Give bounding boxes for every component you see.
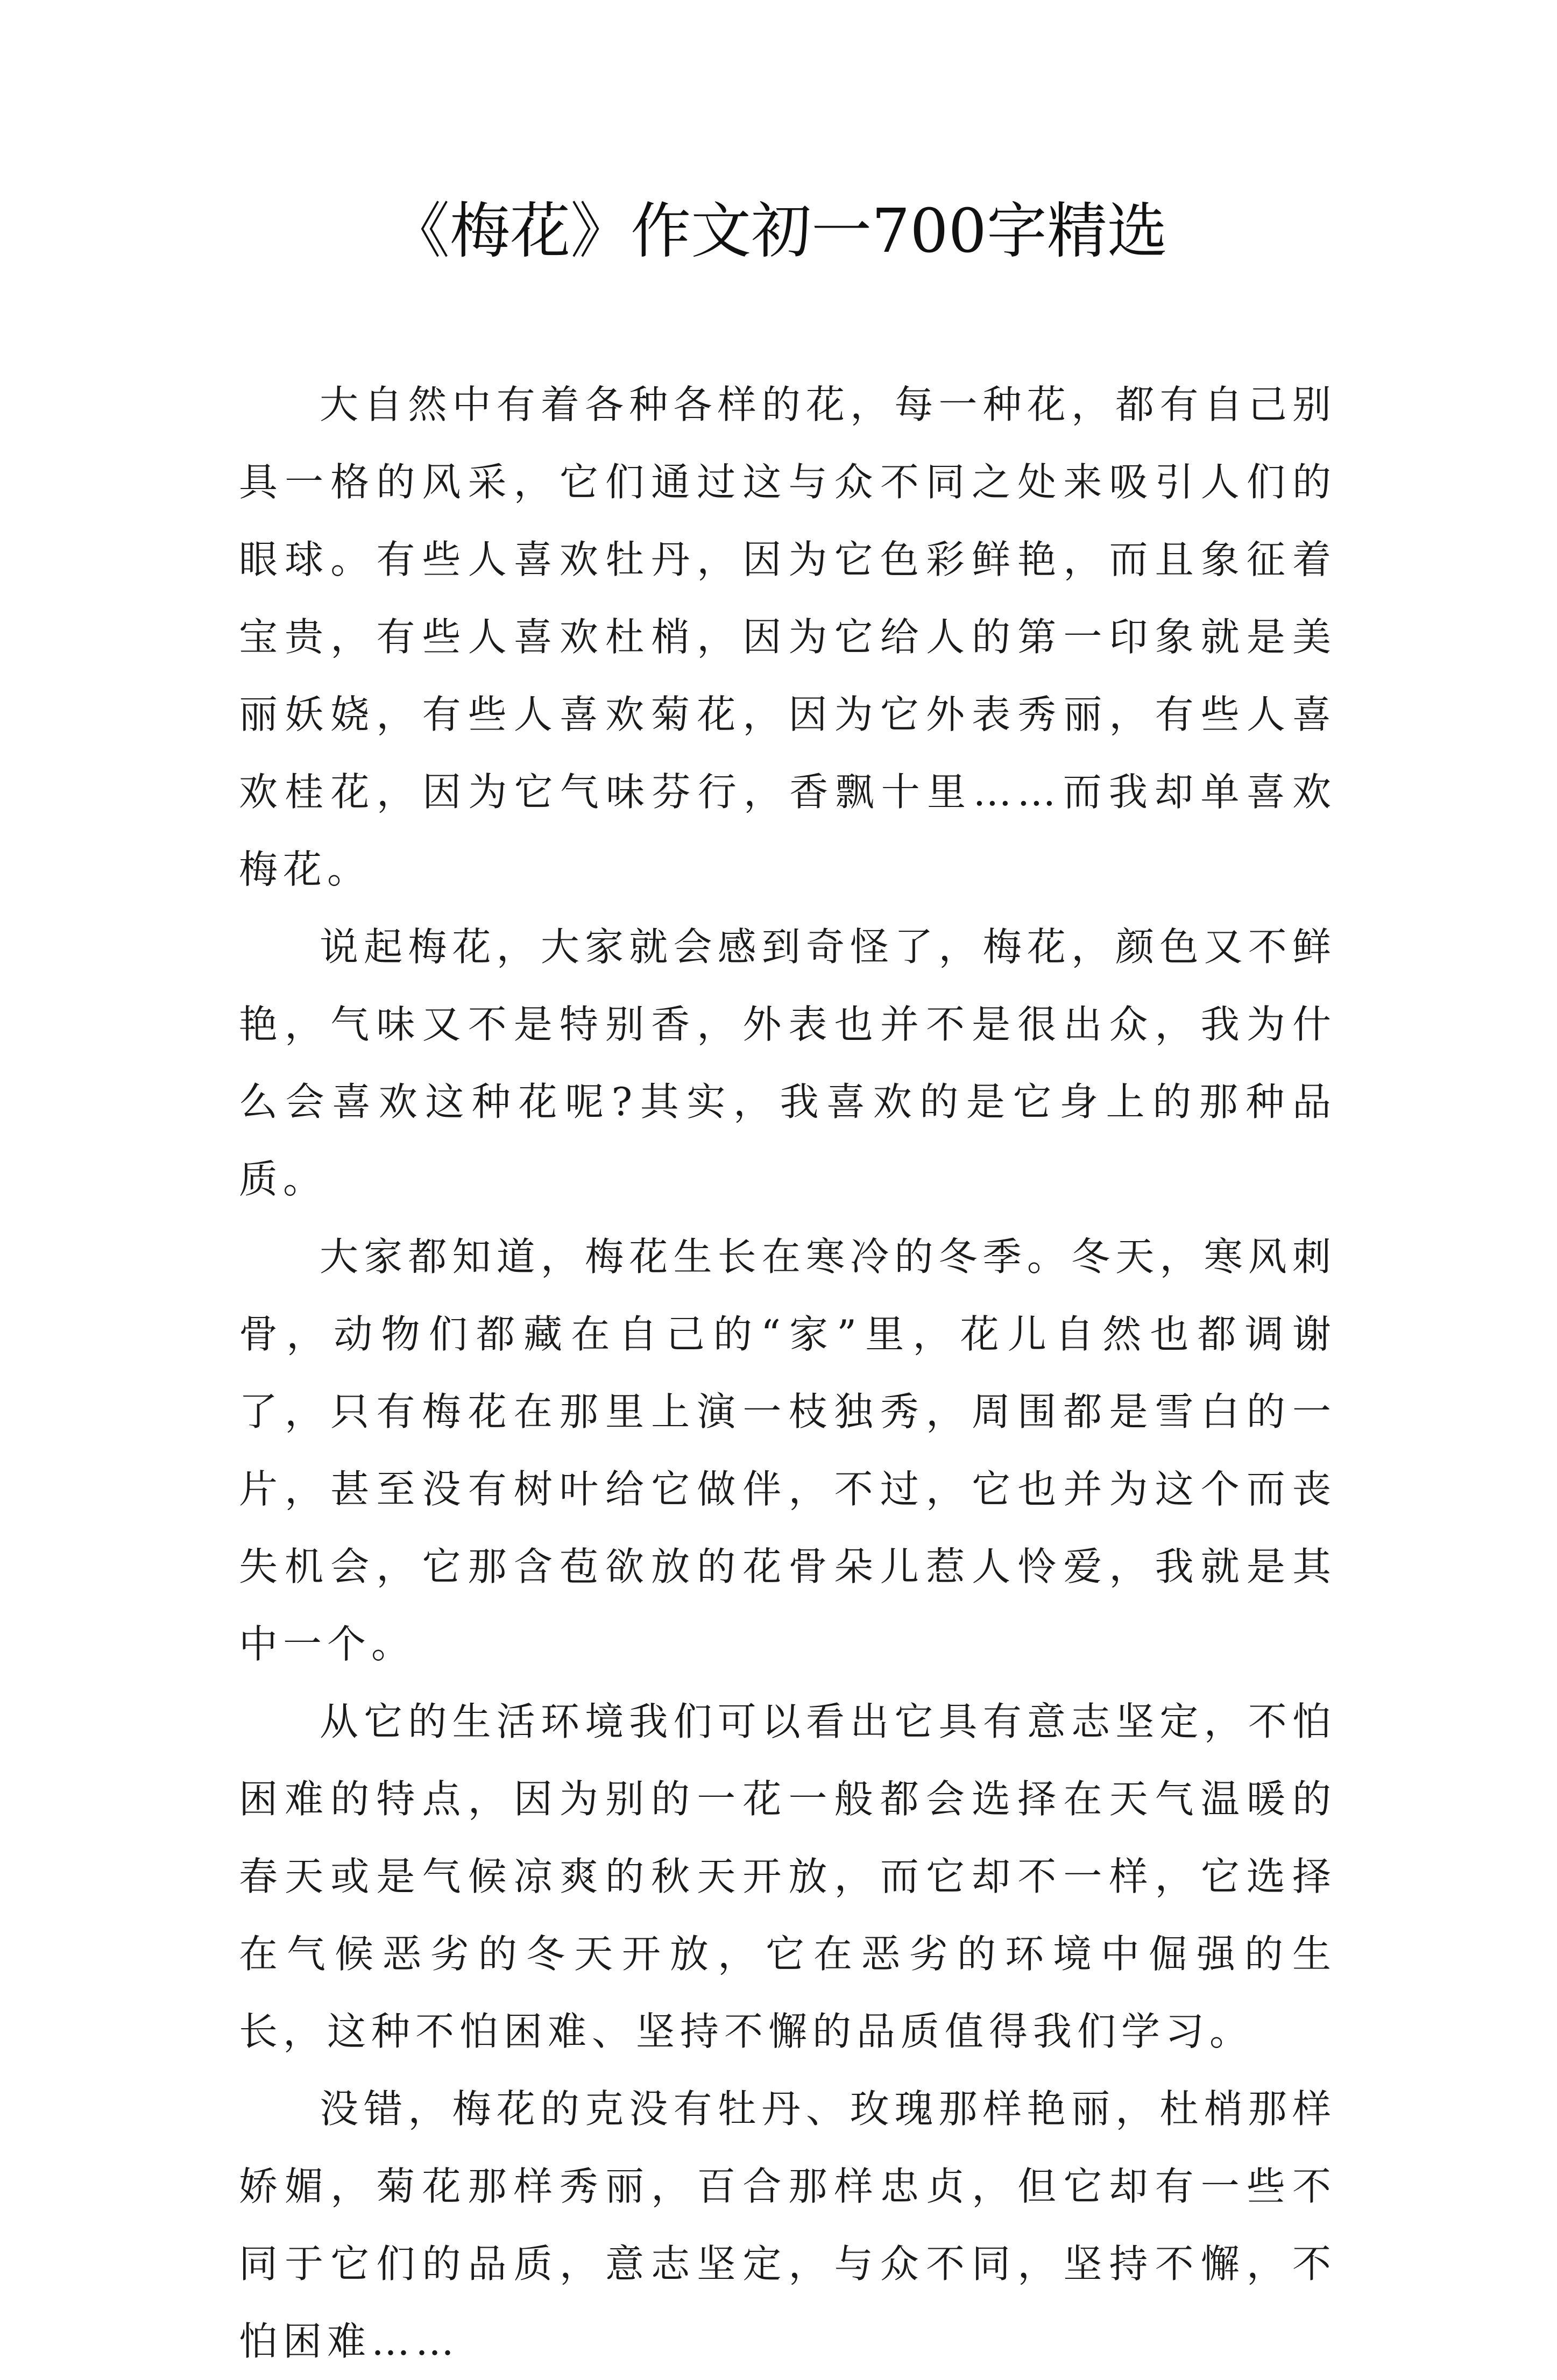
- paragraph-1: 大自然中有着各种各样的花，每一种花，都有自己别具一格的风采，它们通过这与众不同之处来吸引人们的眼球。有些人喜欢牡丹，因为它色彩鲜艳，而且象征着宝贵，有些人喜欢杜梢，因为它给人的第一印象就是美丽妖娆，有些人喜欢菊花，因为它外表秀丽，有些人喜欢桂花，因为它气味芬行，香飘十里……而我却单喜欢梅花。: [239, 382, 1336, 892]
- paragraph-2: 说起梅花，大家就会感到奇怪了，梅花，颜色又不鲜艳，气味又不是特别香，外表也并不是很出众，我为什么会喜欢这种花呢?其实，我喜欢的是它身上的那种品质。: [239, 924, 1336, 1202]
- paragraph-3: 大家都知道，梅花生长在寒冷的冬季。冬天，寒风刺骨，动物们都藏在自己的“家”里，花儿自然也都调谢了，只有梅花在那里上演一枝独秀，周围都是雪白的一片，甚至没有树叶给它做伴，不过，它也并为这个而丧失机会，它那含苞欲放的花骨朵儿惹人怜爱，我就是其中一个。: [239, 1234, 1336, 1667]
- paragraph-5: 没错，梅花的克没有牡丹、玫瑰那样艳丽，杜梢那样娇媚，菊花那样秀丽，百合那样忠贞，但它却有一些不同于它们的品质，意志坚定，与众不同，坚持不懈，不怕困难……: [239, 2086, 1336, 2364]
- document-body: [239, 366, 1336, 2380]
- paragraph-4: 从它的生活环境我们可以看出它具有意志坚定，不怕困难的特点，因为别的一花一般都会选择在天气温暖的春天或是气候凉爽的秋天开放，而它却不一样，它选择在气候恶劣的冬天开放，它在恶劣的环境中倔强的生长，这种不怕困难、坚持不懈的品质值得我们学习。: [239, 1699, 1336, 2054]
- document-title: 《梅花》作文初一700字精选: [390, 196, 1167, 266]
